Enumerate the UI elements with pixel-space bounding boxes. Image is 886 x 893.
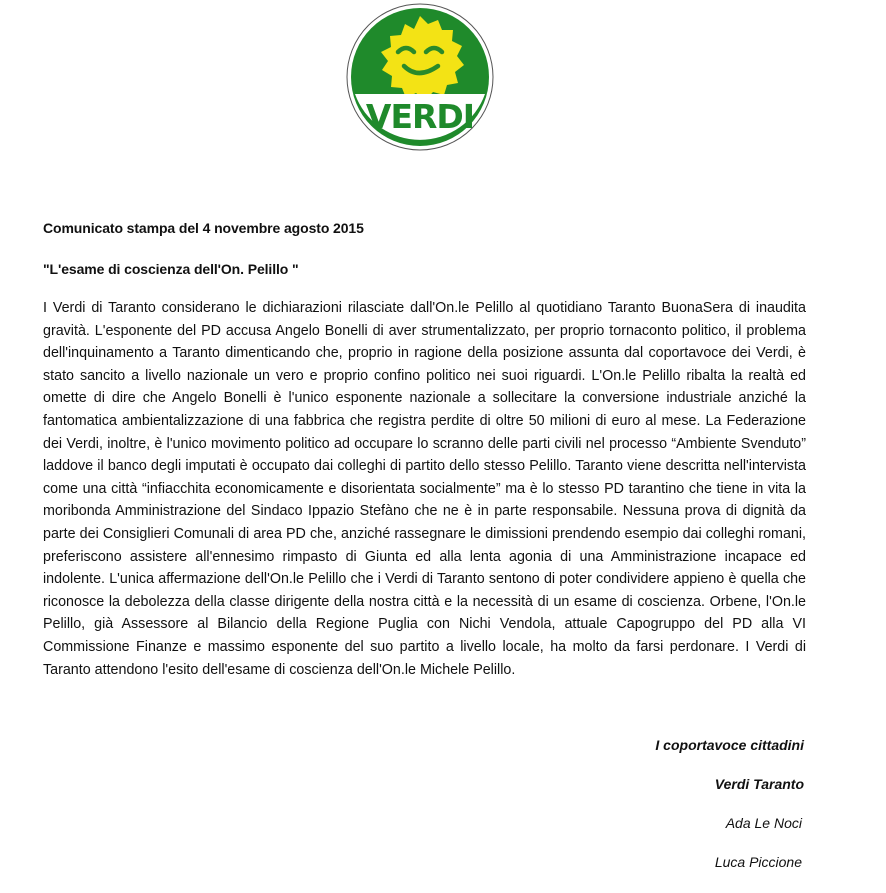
signature-role: I coportavoce cittadini bbox=[655, 737, 804, 753]
logo-text: VERDI bbox=[365, 97, 475, 136]
signature-organization: Verdi Taranto bbox=[714, 776, 804, 792]
signature-name-1: Ada Le Noci bbox=[725, 815, 802, 831]
press-release-title: "L'esame di coscienza dell'On. Pelillo " bbox=[43, 261, 299, 277]
signature-name-2: Luca Piccione bbox=[714, 854, 802, 870]
verdi-logo bbox=[345, 2, 495, 152]
press-release-heading: Comunicato stampa del 4 novembre agosto 2015 bbox=[43, 220, 364, 236]
press-release-body: I Verdi di Taranto considerano le dichiarazioni rilasciate dall'On.le Pelillo al quotidiano Taranto BuonaSera di inaudita gravità. L'esponente del PD accusa Angelo Bonelli di aver strumentalizzato, per proprio tornaconto politico, il problema dell'inquinamento a Taranto dimenticando che, proprio in ragione della posizione assunta dal coportavoce dei Verdi, è stato sancito a livello nazionale un vero e proprio confino politico nei suoi riguardi. L'On.le Pelillo ribalta la realtà ed omette di dire che Angelo Bonelli è l'unico esponente nazionale a sollecitare la conversione industriale anziché la fantomatica ambientalizzazione di una fabbrica che registra perdite di oltre 50 milioni di euro al mese. La Federazione dei Verdi, inoltre, è l'unico movimento politico ad occupare lo scranno delle parti civili nel processo “Ambiente Svenduto” laddove il banco degli imputati è occupato dai colleghi di partito dello stesso Pelillo. Taranto viene descritta nell'intervista come una città “infiacchita economicamente e disorientata socialmente” ma è lo stesso PD tarantino che tiene in vita la moribonda Amministrazione del Sindaco Ippazio Stefàno che ne è in parte responsabile. Nessuna prova di dignità da parte dei Consiglieri Comunali di area PD che, anziché rassegnare le dimissioni prendendo esempio dai colleghi romani, preferiscono assistere all'ennesimo rimpasto di Giunta ed alla lenta agonia di una Amministrazione incapace ed indolente. L'unica affermazione dell'On.le Pelillo che i Verdi di Taranto sentono di poter condividere appieno è quella che riconosce la debolezza della classe dirigente della nostra città e la necessità di un esame di coscienza. Orbene, l'On.le Pelillo, già Assessore al Bilancio della Regione Puglia con Nichi Vendola, attuale Capogruppo del PD alla VI Commissione Finanze e massimo esponente del suo partito a livello locale, ha molto da farsi perdonare. I Verdi di Taranto attendono l'esito dell'esame di coscienza dell'On.le Michele Pelillo. bbox=[43, 300, 806, 678]
